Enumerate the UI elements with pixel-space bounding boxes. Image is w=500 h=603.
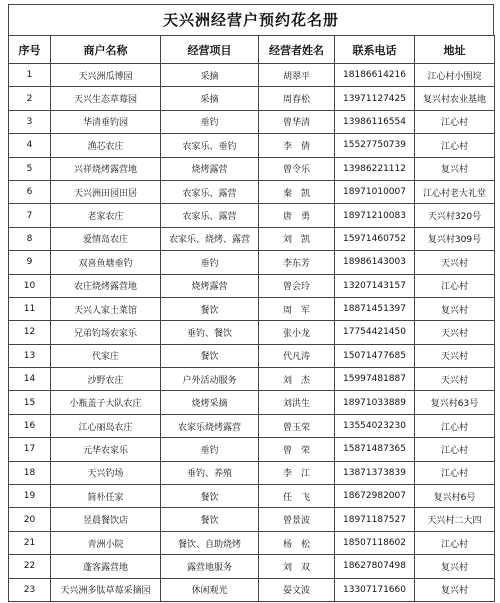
cell-address: 江心村 — [415, 134, 495, 157]
cell-operator-name: 刘 凯 — [259, 227, 335, 250]
cell-serial: 5 — [9, 157, 51, 180]
cell-business-item: 垂钓 — [161, 438, 259, 461]
cell-serial: 15 — [9, 391, 51, 414]
cell-merchant-name: 简朴任家 — [51, 485, 161, 508]
cell-phone: 18627807498 — [335, 555, 415, 578]
cell-merchant-name: 元华农家乐 — [51, 438, 161, 461]
cell-business-item: 农家乐、垂钓 — [161, 134, 259, 157]
cell-operator-name: 杨 松 — [259, 531, 335, 554]
table-row — [9, 508, 495, 531]
cell-merchant-name: 渔芯农庄 — [51, 134, 161, 157]
cell-operator-name: 曾华清 — [259, 110, 335, 133]
cell-operator-name: 代凡涛 — [259, 344, 335, 367]
cell-address: 复兴村 — [415, 555, 495, 578]
cell-operator-name: 秦 凯 — [259, 180, 335, 203]
cell-address: 复兴村63号 — [415, 391, 495, 414]
cell-operator-name: 李东芳 — [259, 251, 335, 274]
cell-address: 复兴村 — [415, 157, 495, 180]
table-row — [9, 485, 495, 508]
cell-business-item: 烧烤采摘 — [161, 391, 259, 414]
roster-body — [9, 64, 495, 602]
cell-merchant-name: 代家庄 — [51, 344, 161, 367]
cell-phone: 15971460752 — [335, 227, 415, 250]
cell-operator-name: 周 军 — [259, 297, 335, 320]
table-row — [9, 368, 495, 391]
cell-operator-name: 曾会玲 — [259, 274, 335, 297]
cell-serial: 12 — [9, 321, 51, 344]
cell-serial: 6 — [9, 180, 51, 203]
cell-merchant-name: 双喜鱼塘垂钓 — [51, 251, 161, 274]
cell-phone: 15997481887 — [335, 368, 415, 391]
cell-merchant-name: 天兴钓场 — [51, 461, 161, 484]
cell-address: 江心村小围垸 — [415, 64, 495, 87]
cell-address: 天兴村320号 — [415, 204, 495, 227]
cell-phone: 18971010007 — [335, 180, 415, 203]
cell-operator-name: 刘洪生 — [259, 391, 335, 414]
cell-merchant-name: 青洲小院 — [51, 531, 161, 554]
cell-serial: 21 — [9, 531, 51, 554]
header-serial: 序号 — [9, 36, 51, 64]
cell-merchant-name: 江心丽岛农庄 — [51, 414, 161, 437]
cell-serial: 13 — [9, 344, 51, 367]
table-row — [9, 321, 495, 344]
cell-serial: 19 — [9, 485, 51, 508]
cell-business-item: 农家乐、烧烤、露营 — [161, 227, 259, 250]
cell-business-item: 农家乐烧烤露营 — [161, 414, 259, 437]
cell-serial: 22 — [9, 555, 51, 578]
table-row — [9, 157, 495, 180]
cell-serial: 4 — [9, 134, 51, 157]
sheet-title: 天兴洲经营户预约花名册 — [8, 4, 494, 35]
cell-address: 复兴村 — [415, 578, 495, 601]
table-row — [9, 180, 495, 203]
cell-phone: 13971127425 — [335, 87, 415, 110]
cell-business-item: 垂钓、养殖 — [161, 461, 259, 484]
table-row — [9, 134, 495, 157]
cell-operator-name: 曾 荣 — [259, 438, 335, 461]
table-row — [9, 274, 495, 297]
cell-address: 复兴村农业基地 — [415, 87, 495, 110]
cell-serial: 20 — [9, 508, 51, 531]
cell-business-item: 采摘 — [161, 87, 259, 110]
cell-merchant-name: 蓬客露营地 — [51, 555, 161, 578]
cell-business-item: 餐饮 — [161, 344, 259, 367]
cell-business-item: 垂钓 — [161, 110, 259, 133]
table-row — [9, 87, 495, 110]
cell-phone: 13307171660 — [335, 578, 415, 601]
cell-address: 天兴村 — [415, 368, 495, 391]
cell-address: 江心村 — [415, 461, 495, 484]
cell-merchant-name: 农庄烧烤露营地 — [51, 274, 161, 297]
table-row — [9, 297, 495, 320]
cell-merchant-name: 天兴生态草莓园 — [51, 87, 161, 110]
cell-business-item: 烧烤露营 — [161, 157, 259, 180]
roster-table — [8, 35, 495, 602]
cell-address: 天兴村二大四 — [415, 508, 495, 531]
cell-business-item: 烧烤露营 — [161, 274, 259, 297]
cell-business-item: 垂钓 — [161, 251, 259, 274]
roster-sheet — [8, 4, 494, 602]
cell-merchant-name: 小瓶盖子大队农庄 — [51, 391, 161, 414]
cell-serial: 10 — [9, 274, 51, 297]
cell-operator-name: 李 倩 — [259, 134, 335, 157]
cell-serial: 7 — [9, 204, 51, 227]
cell-merchant-name: 天兴洲田园田居 — [51, 180, 161, 203]
cell-phone: 18986143003 — [335, 251, 415, 274]
table-row — [9, 64, 495, 87]
cell-address: 天兴村 — [415, 321, 495, 344]
table-row — [9, 110, 495, 133]
cell-serial: 18 — [9, 461, 51, 484]
cell-merchant-name: 兄弟钓场农家乐 — [51, 321, 161, 344]
cell-operator-name: 刘 杰 — [259, 368, 335, 391]
cell-phone: 17754421450 — [335, 321, 415, 344]
table-row — [9, 344, 495, 367]
cell-operator-name: 胡翠平 — [259, 64, 335, 87]
cell-operator-name: 李 江 — [259, 461, 335, 484]
cell-operator-name: 晏文波 — [259, 578, 335, 601]
cell-serial: 23 — [9, 578, 51, 601]
cell-business-item: 垂钓、餐饮 — [161, 321, 259, 344]
cell-phone: 18672982007 — [335, 485, 415, 508]
cell-address: 天兴村 — [415, 344, 495, 367]
cell-phone: 18971187527 — [335, 508, 415, 531]
cell-phone: 18507118602 — [335, 531, 415, 554]
table-row — [9, 251, 495, 274]
cell-serial: 16 — [9, 414, 51, 437]
cell-merchant-name: 兴祥烧烤露营地 — [51, 157, 161, 180]
cell-serial: 8 — [9, 227, 51, 250]
header-row — [9, 36, 495, 64]
cell-business-item: 露营地服务 — [161, 555, 259, 578]
cell-operator-name: 曾景波 — [259, 508, 335, 531]
table-row — [9, 227, 495, 250]
cell-business-item: 农家乐、露营 — [161, 180, 259, 203]
header-operator-name: 经营者姓名 — [259, 36, 335, 64]
header-phone: 联系电话 — [335, 36, 415, 64]
cell-merchant-name: 爱情岛农庄 — [51, 227, 161, 250]
cell-serial: 11 — [9, 297, 51, 320]
cell-business-item: 休闲观光 — [161, 578, 259, 601]
cell-address: 江心村 — [415, 110, 495, 133]
cell-phone: 15527750739 — [335, 134, 415, 157]
cell-business-item: 农家乐、露营 — [161, 204, 259, 227]
cell-merchant-name: 华清垂钓园 — [51, 110, 161, 133]
cell-address: 江心村 — [415, 274, 495, 297]
cell-phone: 15871487365 — [335, 438, 415, 461]
cell-phone: 13554023230 — [335, 414, 415, 437]
cell-phone: 13986116554 — [335, 110, 415, 133]
cell-address: 复兴村309号 — [415, 227, 495, 250]
cell-phone: 13986221112 — [335, 157, 415, 180]
table-row — [9, 578, 495, 601]
cell-merchant-name: 天兴洲多肽草莓采摘园 — [51, 578, 161, 601]
cell-phone: 18971033889 — [335, 391, 415, 414]
cell-operator-name: 周春松 — [259, 87, 335, 110]
table-row — [9, 461, 495, 484]
cell-operator-name: 任 飞 — [259, 485, 335, 508]
table-row — [9, 555, 495, 578]
cell-phone: 15071477685 — [335, 344, 415, 367]
cell-merchant-name: 老家农庄 — [51, 204, 161, 227]
cell-phone: 18186614216 — [335, 64, 415, 87]
cell-serial: 3 — [9, 110, 51, 133]
cell-address: 江心村 — [415, 438, 495, 461]
cell-phone: 13207143157 — [335, 274, 415, 297]
cell-serial: 2 — [9, 87, 51, 110]
header-merchant-name: 商户名称 — [51, 36, 161, 64]
cell-business-item: 餐饮 — [161, 485, 259, 508]
cell-business-item: 户外活动服务 — [161, 368, 259, 391]
cell-business-item: 餐饮、自助烧烤 — [161, 531, 259, 554]
cell-business-item: 采摘 — [161, 64, 259, 87]
cell-operator-name: 曾玉荣 — [259, 414, 335, 437]
header-address: 地址 — [415, 36, 495, 64]
cell-serial: 1 — [9, 64, 51, 87]
cell-serial: 17 — [9, 438, 51, 461]
cell-operator-name: 刘 双 — [259, 555, 335, 578]
table-row — [9, 414, 495, 437]
cell-merchant-name: 天兴洲瓜博园 — [51, 64, 161, 87]
cell-operator-name: 张小龙 — [259, 321, 335, 344]
cell-address: 江心村 — [415, 414, 495, 437]
cell-serial: 14 — [9, 368, 51, 391]
cell-phone: 13871373839 — [335, 461, 415, 484]
cell-address: 天兴村 — [415, 251, 495, 274]
cell-serial: 9 — [9, 251, 51, 274]
cell-operator-name: 唐 勇 — [259, 204, 335, 227]
table-row — [9, 531, 495, 554]
cell-address: 江心村 — [415, 531, 495, 554]
cell-business-item: 餐饮 — [161, 297, 259, 320]
cell-phone: 18971210083 — [335, 204, 415, 227]
cell-merchant-name: 天兴人家土菜馆 — [51, 297, 161, 320]
cell-merchant-name: 沙野农庄 — [51, 368, 161, 391]
cell-phone: 18871451397 — [335, 297, 415, 320]
cell-address: 复兴村6号 — [415, 485, 495, 508]
cell-business-item: 餐饮 — [161, 508, 259, 531]
cell-merchant-name: 昱晨餐饮店 — [51, 508, 161, 531]
header-business-item: 经营项目 — [161, 36, 259, 64]
cell-operator-name: 曾令乐 — [259, 157, 335, 180]
table-row — [9, 391, 495, 414]
table-row — [9, 204, 495, 227]
cell-address: 江心村老大礼堂 — [415, 180, 495, 203]
table-row — [9, 438, 495, 461]
cell-address: 复兴村 — [415, 297, 495, 320]
